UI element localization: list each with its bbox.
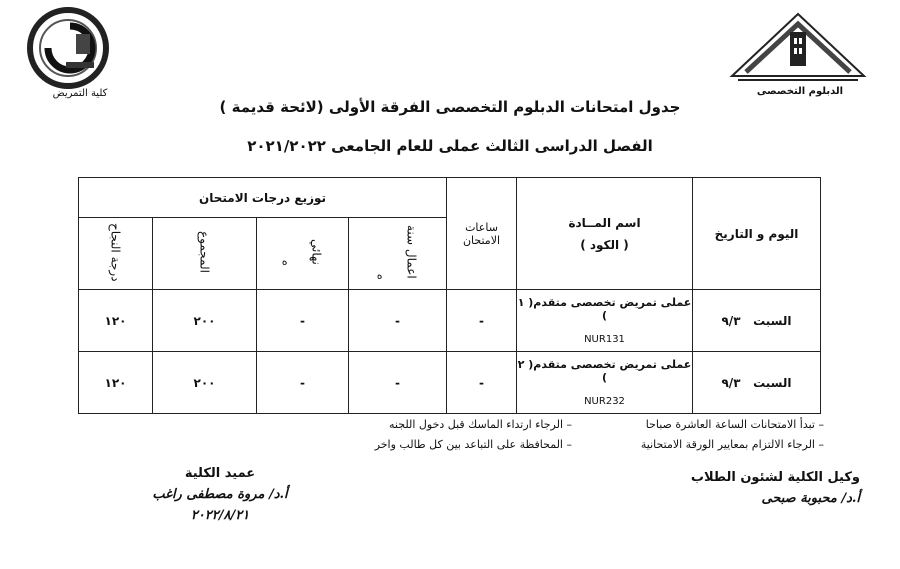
total-cell: ٢٠٠ [153, 352, 257, 414]
left-logo-caption: كلية التمريض [52, 88, 108, 99]
note-item: – تبدأ الامتحانات الساعة العاشرة صباحا [645, 418, 824, 431]
coursework-cell: - [349, 352, 447, 414]
hours-cell: - [447, 352, 517, 414]
header-final: نهائي ه [257, 218, 349, 290]
dean-name: أ.د/ مروة مصطفى راغب [152, 487, 288, 502]
header-coursework: اعمال سنة ه [349, 218, 447, 290]
subject-cell: عملى تمريض تخصصى متقدم( ٢ ) NUR232 [517, 352, 693, 414]
benha-university-logo [728, 6, 868, 88]
header-total: المجموع [153, 218, 257, 290]
right-logo-caption: الدبلوم التخصصى [756, 86, 844, 97]
document-title: جدول امتحانات الدبلوم التخصصى الفرقة الأولى (لائحة قديمة ) [219, 98, 681, 116]
pass-cell: ١٢٠ [79, 352, 153, 414]
vice-dean-signature-block [640, 470, 860, 512]
exam-notes [80, 418, 840, 458]
vice-dean-title: وكيل الكلية لشئون الطلاب [690, 470, 860, 485]
vice-dean-name: أ.د/ محبوبة صبحى [761, 491, 860, 506]
header-grade-distribution: توزيع درجات الامتحان [79, 178, 447, 218]
table-row [79, 352, 821, 414]
note-item: – الرجاء ارتداء الماسك قبل دخول اللجنه [389, 418, 572, 431]
coursework-cell: - [349, 290, 447, 352]
pass-cell: ١٢٠ [79, 290, 153, 352]
note-item: – الرجاء الالتزام بمعايير الورقة الامتحانية [640, 438, 824, 451]
note-item: – المحافظة على التباعد بين كل طالب واخر [374, 438, 572, 451]
header-subject: اسم المــادة ( الكود ) [517, 178, 693, 290]
dean-title: عميد الكلية [184, 466, 256, 481]
subject-cell: عملى تمريض تخصصى متقدم( ١ ) NUR131 [517, 290, 693, 352]
dean-signature-block [120, 466, 320, 529]
hours-cell: - [447, 290, 517, 352]
exam-schedule-table [78, 177, 821, 414]
final-cell: - [257, 352, 349, 414]
final-cell: - [257, 290, 349, 352]
day-date-cell: السبت ٩/٣ [693, 352, 821, 414]
document-subtitle: الفصل الدراسى الثالث عملى للعام الجامعى ٢٠٢١/٢٠٢٢ [247, 137, 653, 155]
table-row [79, 290, 821, 352]
header-pass-mark: درجة النجاح [79, 218, 153, 290]
day-date-cell: السبت ٩/٣ [693, 290, 821, 352]
signature-date: ٢٠٢٢/٨/٢١ [190, 508, 250, 523]
header-exam-hours: ساعات الامتحان [447, 178, 517, 290]
header-day-date: اليوم و التاريخ [693, 178, 821, 290]
total-cell: ٢٠٠ [153, 290, 257, 352]
